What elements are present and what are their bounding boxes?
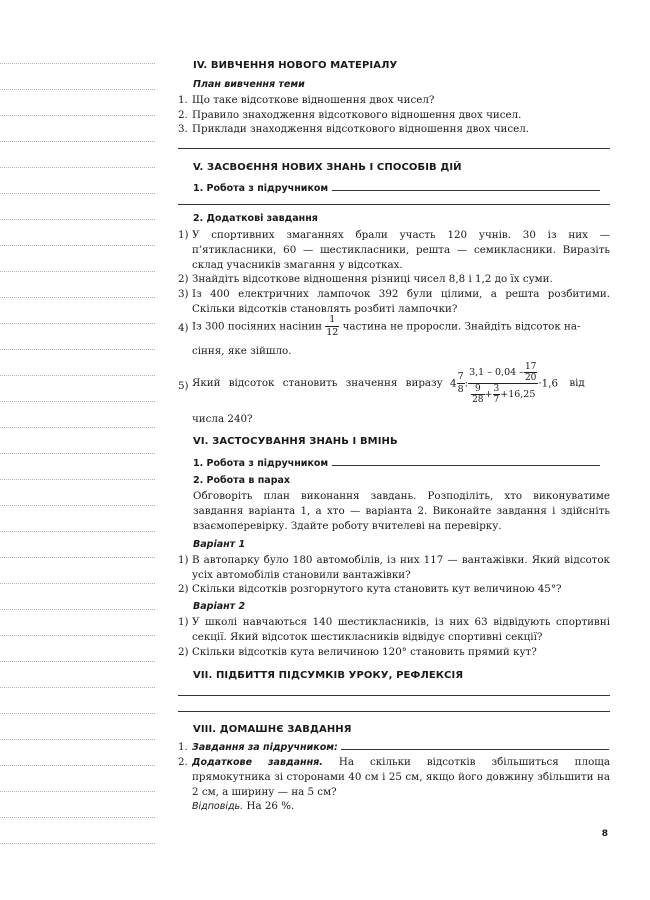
writing-line <box>178 148 610 149</box>
task-item: 3) Із 400 електричних лампочок 392 були цілими, а решта розбитими. Скільки відсотків становлять розбиті лампочки? <box>178 288 610 315</box>
margin-line <box>0 427 155 428</box>
task-item: 1) У спортивних змаганнях брали участь 120 учнів. 30 із них — п’ятикласники, 60 — шестикласники, решта — семикласники. Виразіть склад учасників змагання у відсотках. <box>178 229 610 271</box>
answer-blank[interactable] <box>341 740 609 750</box>
margin-line <box>0 141 155 142</box>
margin-line <box>0 167 155 168</box>
section-viii-title: VIII. ДОМАШНЄ ЗАВДАННЯ <box>193 724 352 735</box>
answer-blank[interactable] <box>332 456 600 466</box>
pair-work-title: 2. Робота в парах <box>193 475 291 486</box>
fraction: $\frac{7}{8}$ <box>457 371 464 395</box>
compound-fraction: 3,1 – 0,04 – $\frac{17}{20}$ $\frac{9}{28}$ + $\frac{3}{7}$ +16,25 <box>469 362 537 405</box>
margin-line <box>0 375 155 376</box>
margin-line <box>0 609 155 610</box>
task-item: 5) Який відсоток становить значення виразу 4 $\frac{7}{8}$ : 3,1 – 0,04 – $\frac{17}{20}$ $\frac{9}{28}$ + $\frac{3}{7}$ +16,25 ·1,6 від <box>178 362 585 405</box>
margin-line <box>0 63 155 64</box>
margin-line <box>0 843 155 844</box>
writing-line <box>178 711 610 712</box>
margin-line <box>0 115 155 116</box>
margin-line <box>0 89 155 90</box>
textbook-work: 1. Робота з підручником <box>193 456 610 469</box>
math-expression: 4 $\frac{7}{8}$ : 3,1 – 0,04 – $\frac{17}{20}$ $\frac{9}{28}$ + $\frac{3}{7}$ +16,25 ·1,6 <box>450 362 559 405</box>
variant-item: 1) У школі навчаються 140 шестикласників, із них 63 відвідують спортивні секції. Який відсоток шестикласників відвідує спортивні секції? <box>178 616 610 643</box>
margin-line <box>0 817 155 818</box>
margin-line <box>0 297 155 298</box>
margin-line <box>0 791 155 792</box>
pair-work-intro: Обговоріть план виконання завдань. Розподіліть, хто виконуватиме завдання варіанта 1, а хто — варіанта 2. Виконайте завдання і здійсніть взаємоперевірку. Здайте роботу вчителеві на перевірку. <box>193 490 610 532</box>
margin-line <box>0 765 155 766</box>
writing-line <box>178 695 610 696</box>
margin-line <box>0 479 155 480</box>
variant-item: 1) В автопарку було 180 автомобілів, із них 117 — вантажівки. Який відсоток усіх автомобілів становили вантажівки? <box>178 554 610 581</box>
page-number: 8 <box>601 829 608 839</box>
margin-line <box>0 453 155 454</box>
margin-line <box>0 349 155 350</box>
section-iv-title: IV. ВИВЧЕННЯ НОВОГО МАТЕРІАЛУ <box>193 60 398 71</box>
note-margin <box>0 0 160 900</box>
margin-line <box>0 687 155 688</box>
homework-item: 2. Додаткове завдання. На скільки відсотків збільшиться площа прямокутника зі сторонами 40 см і 25 см, якщо його довжину збільшити на 2 см, а ширину — на 5 см? <box>178 756 610 798</box>
additional-tasks-title: 2. Додаткові завдання <box>193 213 318 224</box>
variant-1-title: Варіант 1 <box>193 539 246 550</box>
margin-line <box>0 505 155 506</box>
margin-line <box>0 531 155 532</box>
margin-line <box>0 661 155 662</box>
margin-line <box>0 271 155 272</box>
margin-line <box>0 193 155 194</box>
margin-line <box>0 219 155 220</box>
plan-title: План вивчення теми <box>193 79 305 90</box>
section-v-title: V. ЗАСВОЄННЯ НОВИХ ЗНАНЬ І СПОСОБІВ ДІЙ <box>193 162 462 173</box>
section-vii-title: VII. ПІДБИТТЯ ПІДСУМКІВ УРОКУ, РЕФЛЕКСІЯ <box>193 670 464 681</box>
margin-line <box>0 245 155 246</box>
textbook-work: 1. Робота з підручником <box>193 181 610 194</box>
margin-line <box>0 739 155 740</box>
variant-2-title: Варіант 2 <box>193 601 246 612</box>
margin-line <box>0 635 155 636</box>
margin-line <box>0 713 155 714</box>
writing-line <box>178 204 610 205</box>
section-vi-title: VI. ЗАСТОСУВАННЯ ЗНАНЬ І ВМІНЬ <box>193 436 398 447</box>
margin-line <box>0 401 155 402</box>
task-item: 4) Із 300 посіяних насінин $\frac{1}{12}$ частина не проросли. Знайдіть відсоток на- <box>178 314 581 338</box>
margin-line <box>0 557 155 558</box>
fraction: $\frac{1}{12}$ <box>326 314 339 338</box>
margin-line <box>0 583 155 584</box>
answer-blank[interactable] <box>332 181 600 191</box>
margin-line <box>0 323 155 324</box>
